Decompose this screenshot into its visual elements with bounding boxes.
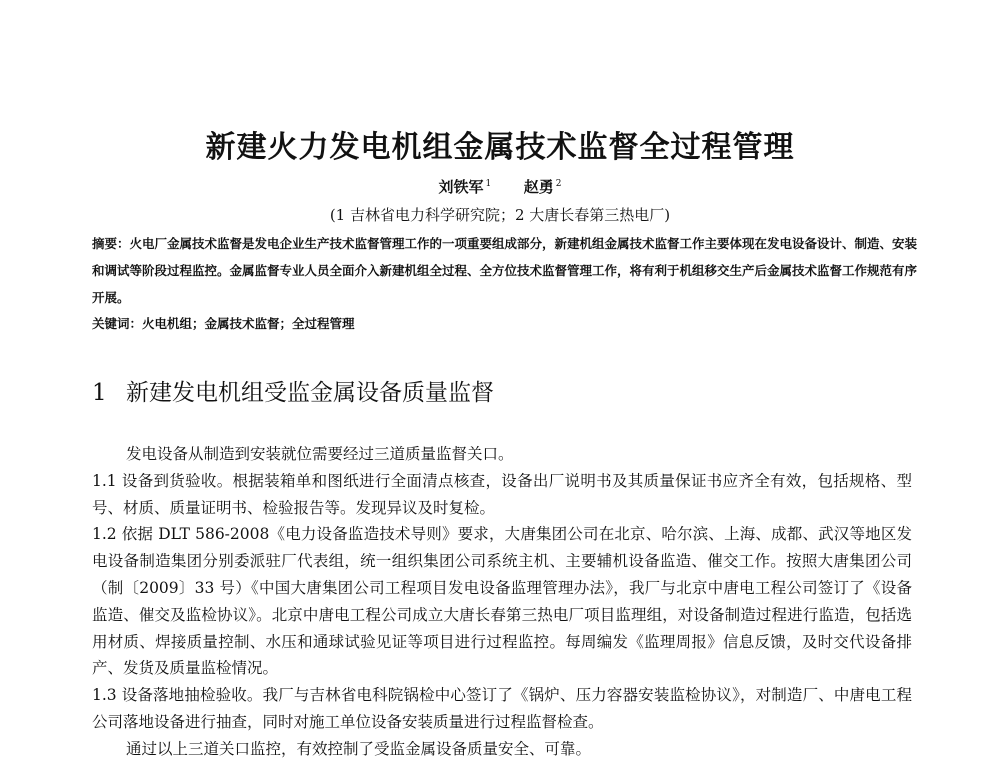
keywords-label: 关键词： [92, 316, 143, 331]
author-name: 赵勇 [523, 178, 554, 196]
abstract-label: 摘要： [92, 236, 130, 251]
paragraph: 1.1 设备到货验收。根据装箱单和图纸进行全面清点核查，设备出厂说明书及其质量保证书应齐全有效，包括规格、型号、材质、质量证明书、检验报告等。发现异议及时复检。 [92, 471, 912, 517]
abstract [92, 230, 918, 311]
abstract-text: 火电厂金属技术监督是发电企业生产技术监督管理工作的一项重要组成部分，新建机组金属技术监督工作主要体现在发电设备设计、制造、安装和调试等阶段过程监控。金属监督专业人员全面介入新建机组全过程、全方位技术监督管理工作，将有利于机组移交生产后金属技术监督工作规范有序开展。 [92, 236, 918, 305]
section-number: 1 [92, 380, 107, 406]
section-title: 新建发电机组受监金属设备质量监督 [126, 380, 494, 406]
author-affiliation-mark: 2 [555, 179, 562, 189]
affiliations: (1 吉林省电力科学研究院；2 大唐长春第三热电厂) [329, 206, 671, 224]
section-body [92, 441, 912, 763]
keywords [92, 314, 918, 332]
paragraph: 1.3 设备落地抽检验收。我厂与吉林省电科院锅检中心签订了《锅炉、压力容器安装监检协议》，对制造厂、中唐电工程公司落地设备进行抽查，同时对施工单位设备安装质量进行过程监督检查。 [92, 686, 912, 731]
section-heading [92, 374, 912, 407]
paper-title: 新建火力发电机组金属技术监督全过程管理 [205, 130, 795, 165]
author-affiliation-mark: 1 [485, 179, 492, 189]
keywords-text: 火电机组；金属技术监督；全过程管理 [142, 316, 355, 331]
paragraph: 1.2 依据 DLT 586-2008《电力设备监造技术导则》要求，大唐集团公司在北京、哈尔滨、上海、成都、武汉等地区发电设备制造集团分别委派驻厂代表组，统一组织集团公司系统主机、主要辅机设备监造、催交工作。按照大唐集团公司（制〔2009〕33 号）《中国大唐集团公司工程项目发电设备监理管理办法》，我厂与北京中唐电工程公司签订了《设备监造、催交及监检协议》。北京中唐电工程公司成立大唐长春第三热电厂项目监理组，对设备制造过程进行监造，包括选用材质、焊接质量控制、水压和通球试验见证等项目进行过程监控。每周编发《监理周报》信息反馈，及时交代设备排产、发货及质量监检情况。 [92, 525, 912, 678]
paragraph: 发电设备从制造到安装就位需要经过三道质量监督关口。 [126, 445, 514, 463]
author-name: 刘铁军 [438, 178, 484, 196]
author-line [0, 176, 1000, 197]
paragraph: 通过以上三道关口监控，有效控制了受监金属设备质量安全、可靠。 [126, 739, 592, 758]
